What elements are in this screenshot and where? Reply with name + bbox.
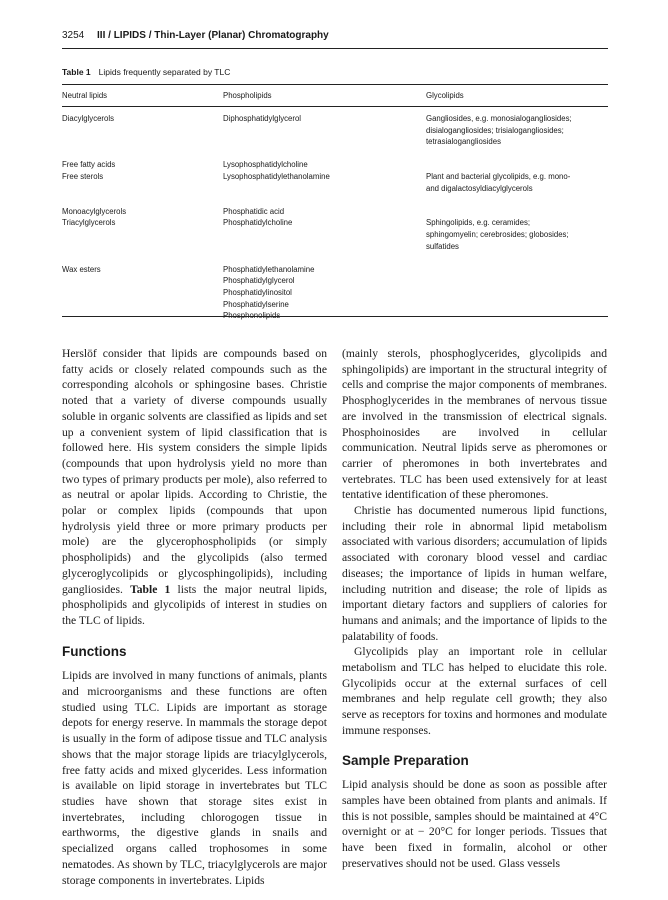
table-reference: Table 1	[130, 582, 171, 596]
table-cell-neutral	[62, 194, 126, 206]
table-column-phospholipids	[223, 113, 330, 322]
table-cell-neutral: Diacylglycerols	[62, 114, 114, 123]
table-column-glycolipids	[426, 113, 572, 252]
table-cell-phospholipid: Lysophosphatidylethanolamine	[223, 171, 330, 181]
table-caption-text: Lipids frequently separated by TLC	[98, 67, 231, 77]
right-column	[342, 346, 607, 872]
table-cell-phospholipid: Phosphatidylserine	[223, 299, 289, 309]
table-bottom-rule	[62, 316, 608, 317]
table-header-glycolipids: Glycolipids	[426, 91, 464, 100]
table-cell-neutral	[62, 229, 126, 241]
table-cell-glycolipid	[426, 159, 572, 171]
table-cell-glycolipid	[426, 206, 572, 218]
table-cell-neutral: Free fatty acids	[62, 160, 116, 170]
table-column-neutral	[62, 113, 126, 275]
sample-preparation-heading: Sample Preparation	[342, 752, 469, 768]
table-cell-neutral: Wax esters	[62, 264, 101, 274]
table-cell-neutral: Triacylglycerols	[62, 218, 116, 228]
table-cell-phospholipid	[223, 125, 330, 137]
table-cell-neutral: Monoacylglycerols	[62, 206, 127, 216]
table-cell-glycolipid: sulfatides	[426, 241, 459, 251]
table-cell-phospholipid: Phosphatidylinositol	[223, 287, 292, 297]
table-header-phospholipids: Phospholipids	[223, 91, 272, 100]
christie-functions-paragraph: Christie has documented numerous lipid functions, including their role in abnormal lipid metabolism associated with various disorders; accumulation of lipids associated with coronary blood vessel and cardiac diseases; the importance of lipids in human welfare, including nutrition and disease; the role of lipids as important dietary factors and suppliers of calories for humans and animals; and the importance of lipids to the palatability of foods.	[342, 504, 607, 643]
intro-paragraph: Herslöf consider that lipids are compounds based on fatty acids or closely related compounds such as the corresponding alcohols or sphingosine bases. Christie noted that a variety of diverse compounds usually soluble in organic solvents are classified as lipids and set up a convenient system of lipid classification that is followed here. His system considers the simple lipids (compounds that upon hydrolysis yield no more than two types of primary products per mole), also referred to as neutral or apolar lipids. According to Christie, the polar or complex lipids (compounds that upon hydrolysis yield three or more primary products per mole) are the glycerophospholipids (or simply phospholipids) and the glycolipids (also termed glyceroglycolipids or glycosphingolipids), including gangliosides. Table 1 lists the major neutral lipids, phospholipids and glycolipids of interest in studies on the TLC of lipids.	[62, 347, 327, 627]
table-cell-neutral	[62, 252, 126, 264]
table-cell-neutral	[62, 241, 126, 253]
left-column	[62, 346, 327, 888]
table-cell-neutral: Free sterols	[62, 171, 104, 181]
table-cell-glycolipid: Gangliosides, e.g. monosialogangliosides;	[426, 114, 572, 123]
functions-paragraph: Lipids are involved in many functions of animals, plants and microorganisms and these functions are often studied using TLC. Lipids are important as storage depots for energy reserve. In mammals the storage depot is usually in the form of adipose tissue and TLC analysis shows that the major storage lipids are triacylglycerols, free fatty acids and mixed glycerides. Less information is available on lipid storage in invertebrates but TLC studies have shown that storage sites exist in invertebrates, including chlorogogen tissue in earthworms, the digestive glands in snails and specialized organs called trophosomes in some nematodes. As shown by TLC, triacylglycerols are major storage components in invertebrates. Lipids	[62, 669, 327, 887]
table-cell-phospholipid: Lysophosphatidylcholine	[223, 160, 308, 170]
table-cell-glycolipid	[426, 194, 572, 206]
table-cell-neutral	[62, 125, 126, 137]
table-cell-neutral	[62, 136, 126, 148]
table-cell-glycolipid: and digalactosyldiacylglycerols	[426, 183, 533, 193]
table-cell-phospholipid	[223, 252, 330, 264]
table-caption	[62, 67, 230, 77]
table-cell-phospholipid	[223, 241, 330, 253]
table-cell-phospholipid: Phosphatidic acid	[223, 206, 285, 216]
table-cell-neutral	[62, 148, 126, 160]
table-cell-glycolipid: tetrasialogangliosides	[426, 137, 501, 147]
table-cell-phospholipid	[223, 183, 330, 195]
running-header	[62, 30, 608, 41]
table-cell-phospholipid: Phosphatidylethanolamine	[223, 264, 315, 274]
table-label: Table 1	[62, 67, 91, 77]
table-header-rule	[62, 106, 608, 107]
running-title: III / LIPIDS / Thin-Layer (Planar) Chromatography	[97, 30, 329, 41]
table-cell-glycolipid: Plant and bacterial glycolipids, e.g. mono-	[426, 171, 571, 181]
table-cell-phospholipid: Phosphatidylglycerol	[223, 276, 295, 286]
glycolipids-paragraph: Glycolipids play an important role in cellular metabolism and TLC has helped to elucidate this role. Glycolipids occur at the external surfaces of cell membranes and help regulate cell growth; they also serve as receptors for toxins and hormones and modulate immune responses.	[342, 645, 607, 737]
temperature-value: − 20°C	[417, 825, 453, 839]
table-cell-phospholipid	[223, 229, 330, 241]
functions-heading: Functions	[62, 643, 127, 659]
table-cell-glycolipid	[426, 148, 572, 160]
table-cell-neutral	[62, 183, 126, 195]
table-header-neutral: Neutral lipids	[62, 91, 108, 100]
lipid-roles-paragraph: (mainly sterols, phosphoglycerides, glycolipids and sphingolipids) are important in the structural integrity of cells and comprise the major components of membranes. Phosphoglycerides in the membranes of nervous tissue are involved in the transmission of electrical signals. Phosphoinosides are involved in cellular communication. Neutral lipids serve as pheromones or carrier of pheromones in both invertebrates and vertebrates. TLC has been used extensively for at least tentative identification of these pheromones.	[342, 347, 607, 502]
page-number: 3254	[62, 30, 85, 41]
header-rule	[62, 48, 608, 49]
table-cell-phospholipid: Phosphatidylcholine	[223, 218, 293, 228]
table-cell-phospholipid	[223, 194, 330, 206]
table-cell-phospholipid	[223, 136, 330, 148]
table-cell-glycolipid: sphingomyelin; cerebrosides; globosides;	[426, 229, 569, 239]
table-cell-glycolipid: Sphingolipids, e.g. ceramides;	[426, 218, 531, 228]
sample-preparation-paragraph: Lipid analysis should be done as soon as possible after samples have been obtained from plants and animals. If this is not possible, samples should be maintained at 4°C overnight or at − 20°C for longer periods. Tissues that have been fixed in formalin, alcohol or other preservatives should not be used. Glass vessels	[342, 778, 607, 870]
table-cell-phospholipid: Diphosphatidylglycerol	[223, 114, 302, 123]
table-top-rule	[62, 84, 608, 85]
table-cell-phospholipid: Phosphonolipids	[223, 311, 281, 321]
table-cell-glycolipid: disialogangliosides; trisialogangliosides;	[426, 125, 564, 135]
table-cell-phospholipid	[223, 148, 330, 160]
